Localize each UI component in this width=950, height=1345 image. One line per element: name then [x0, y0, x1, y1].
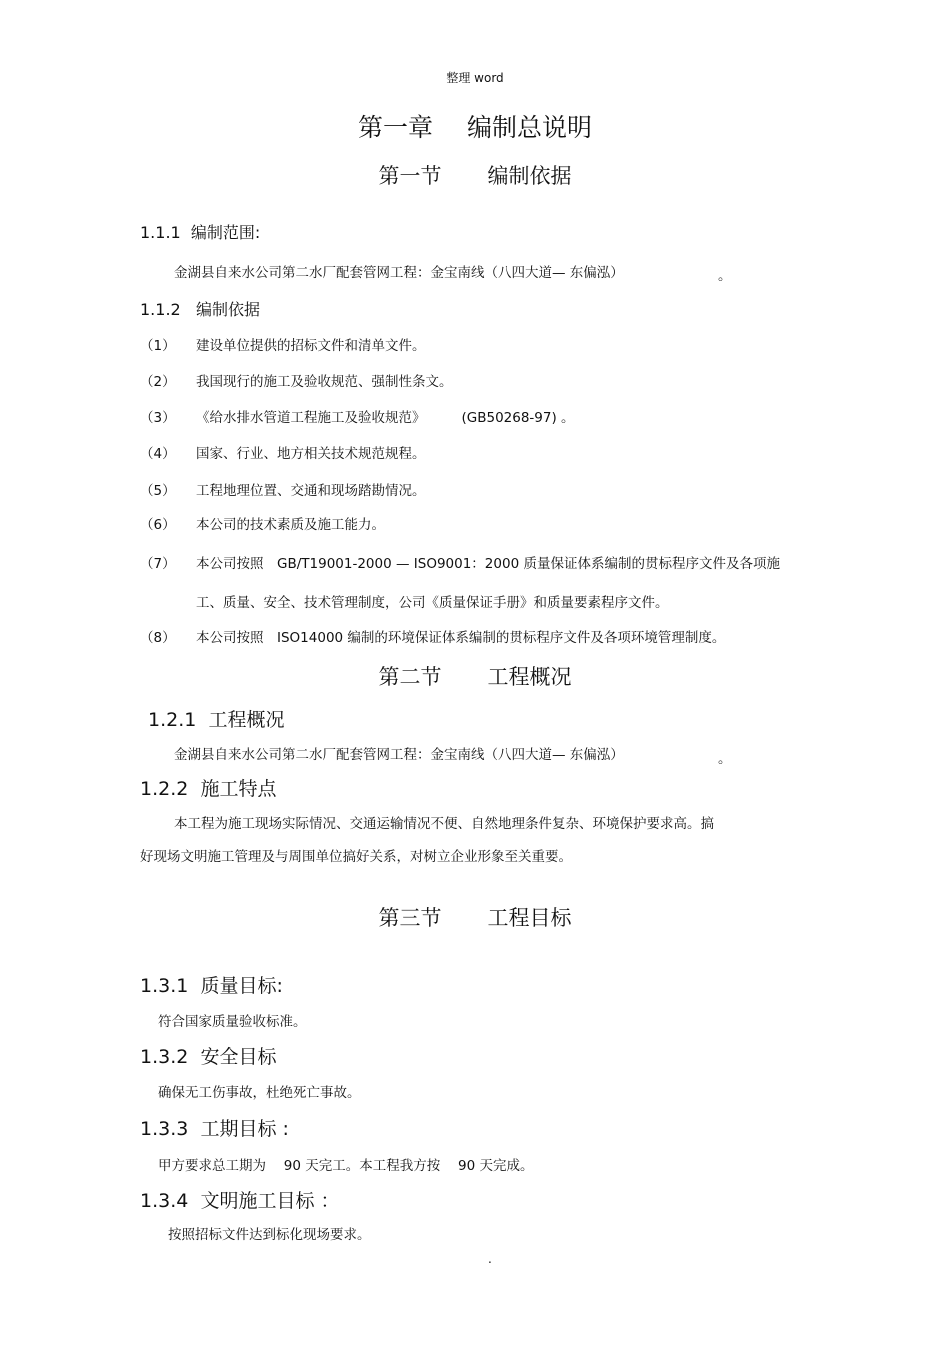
list-item: （8） 本公司按照 ISO14000 编制的环境保证体系编制的贯标程序文件及各项环境管理制度。	[140, 630, 726, 646]
safety-text: 确保无工伤事故，杜绝死亡事故。	[158, 1085, 361, 1101]
list-item: （2） 我国现行的施工及验收规范、强制性条文。	[140, 374, 453, 390]
heading-text: 编制范围:	[190, 223, 261, 242]
features-line-1: 本工程为施工现场实际情况、交通运输情况不便、自然地理条件复杂、环境保护要求高。搞	[174, 816, 714, 832]
section-title-2	[0, 661, 950, 691]
page-footer: .	[488, 1252, 492, 1266]
heading-1-1-1	[140, 220, 260, 243]
overview-end-mark: 。	[718, 751, 732, 767]
heading-1-3-2	[140, 1042, 276, 1069]
list-item: （5） 工程地理位置、交通和现场踏勘情况。	[140, 483, 426, 499]
scope-end-mark: 。	[718, 268, 732, 284]
list-item: （4） 国家、行业、地方相关技术规范规程。	[140, 446, 426, 462]
heading-1-2-1	[148, 705, 284, 732]
heading-text: 文明施工目标 ：	[200, 1190, 340, 1212]
features-line-2: 好现场文明施工管理及与周围单位搞好关系，对树立企业形象至关重要。	[140, 849, 572, 865]
heading-number: 1.3.2	[140, 1046, 189, 1068]
chapter-number: 第一章	[357, 113, 433, 142]
heading-number: 1.3.1	[140, 975, 189, 997]
section-title-3	[0, 902, 950, 932]
schedule-text: 甲方要求总工期为 90 天完工。本工程我方按 90 天完成。	[158, 1158, 534, 1174]
scope-text: 金湖县自来水公司第二水厂配套管网工程：金宝南线（八四大道— 东偏泓）	[174, 265, 624, 281]
section-name: 编制依据	[487, 164, 572, 188]
overview-text: 金湖县自来水公司第二水厂配套管网工程：金宝南线（八四大道— 东偏泓）	[174, 747, 624, 763]
heading-number: 1.1.2	[140, 300, 181, 319]
heading-1-2-2	[140, 774, 276, 801]
heading-text: 工程概况	[208, 709, 285, 731]
heading-text: 安全目标	[200, 1046, 277, 1068]
section-name: 工程概况	[487, 665, 572, 689]
list-item: （3） 《给水排水管道工程施工及验收规范》 (GB50268-97) 。	[140, 410, 575, 426]
page-header: 整理 word	[446, 71, 504, 85]
chapter-name: 编制总说明	[467, 113, 593, 142]
quality-text: 符合国家质量验收标准。	[158, 1014, 307, 1030]
heading-text: 施工特点	[200, 778, 277, 800]
civilized-construction-text: 按照招标文件达到标化现场要求。	[168, 1227, 371, 1243]
chapter-title	[0, 108, 950, 144]
heading-1-3-4	[140, 1186, 340, 1213]
heading-1-3-3	[140, 1114, 289, 1141]
heading-number: 1.2.2	[140, 778, 189, 800]
section-number: 第三节	[378, 906, 442, 930]
list-item: （6） 本公司的技术素质及施工能力。	[140, 517, 385, 533]
heading-number: 1.3.3	[140, 1118, 189, 1140]
list-item-continuation: 工、质量、安全、技术管理制度，公司《质量保证手册》和质量要素程序文件。	[196, 595, 669, 611]
heading-number: 1.3.4	[140, 1190, 189, 1212]
section-title-1	[0, 160, 950, 190]
section-name: 工程目标	[487, 906, 572, 930]
list-item: （1） 建设单位提供的招标文件和清单文件。	[140, 338, 426, 354]
heading-1-3-1	[140, 971, 283, 998]
heading-text: 编制依据	[195, 300, 260, 319]
list-item: （7） 本公司按照 GB/T19001-2000 — ISO9001：2000 质量保证体系编制的贯标程序文件及各项施	[140, 556, 780, 572]
heading-number: 1.1.1	[140, 223, 181, 242]
heading-text: 工期目标 :	[200, 1118, 289, 1140]
heading-text: 质量目标:	[200, 975, 283, 997]
section-number: 第二节	[378, 665, 442, 689]
section-number: 第一节	[378, 164, 442, 188]
heading-1-1-2	[140, 297, 260, 320]
heading-number: 1.2.1	[148, 709, 197, 731]
